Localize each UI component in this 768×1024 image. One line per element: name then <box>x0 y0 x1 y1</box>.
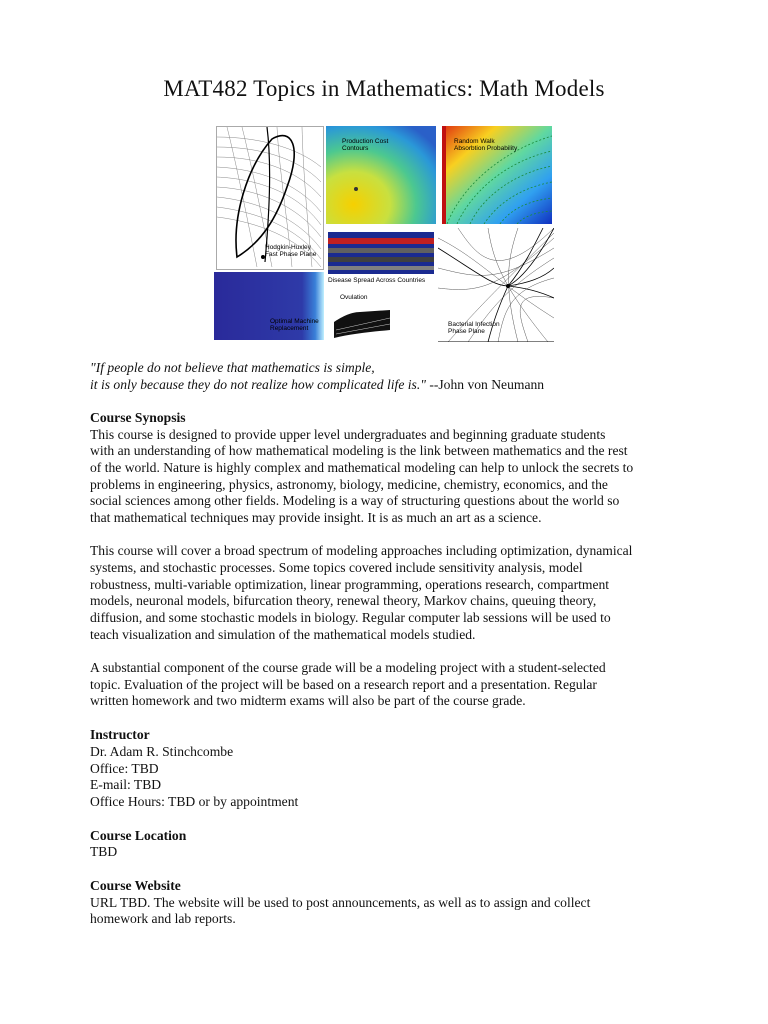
random-walk-panel <box>442 126 552 224</box>
hodgkin-huxley-panel <box>216 126 324 270</box>
website-line2: homework and lab reports. <box>90 911 236 927</box>
disease-label: Disease Spread Across Countries <box>328 277 426 284</box>
synopsis-p1-line2: with an understanding of how mathematical modeling is the link between mathematics and the rest <box>90 443 628 459</box>
instructor-office-hours: Office Hours: TBD or by appointment <box>90 793 299 809</box>
synopsis-p1-line3: of the world. Nature is highly complex and mathematical modeling can help to unlock the secrets to <box>90 460 634 476</box>
bacterial-infection-panel <box>438 228 554 342</box>
bacterial-label-line2: Phase Plane <box>448 328 485 335</box>
synopsis-p2-line5: diffusion, and some stochastic models in biology. Regular computer lab sessions will be used to <box>90 610 611 626</box>
synopsis-p1-line6: that mathematical techniques may provide insight. It is as much an art as a science. <box>90 510 542 526</box>
instructor-name: Dr. Adam R. Stinchcombe <box>90 743 234 759</box>
course-description <box>90 360 690 928</box>
quote-line1: "If people do not believe that mathematics is simple, <box>90 360 375 375</box>
page-title: MAT482 Topics in Mathematics: Math Models <box>163 76 605 101</box>
website-line1: URL TBD. The website will be used to post announcements, as well as to assign and collect <box>90 894 591 910</box>
synopsis-p1-line1: This course is designed to provide upper level undergraduates and beginning graduate students <box>90 426 606 442</box>
ovulation-plot <box>330 290 394 342</box>
hodgkin-label-line2: Fast Phase Plane <box>265 251 317 258</box>
instructor-office: Office: TBD <box>90 760 159 776</box>
quote-line2-wrapper <box>90 377 690 394</box>
location-heading: Course Location <box>90 827 187 843</box>
production-label-line2: Contours <box>342 145 369 152</box>
location-value: TBD <box>90 844 118 860</box>
hodgkin-label-line1: Hodgkin-Huxley <box>265 244 311 251</box>
random-walk-label-line2: Absorbtion Probability <box>454 145 518 152</box>
random-walk-label-line1: Random Walk <box>454 138 495 145</box>
synopsis-p3-line2: topic. Evaluation of the project will be based on a research report and a presentation. Regular <box>90 676 597 692</box>
instructor-email: E-mail: TBD <box>90 777 162 793</box>
synopsis-heading: Course Synopsis <box>90 409 186 425</box>
production-cost-panel <box>326 126 436 224</box>
synopsis-p1-line5: social sciences among other fields. Modeling is a way of structuring questions about the world so <box>90 493 620 509</box>
optimal-label-line1: Optimal Machine <box>270 318 319 325</box>
synopsis-p2-line2: systems, and stochastic processes. Some topics covered include sensitivity analysis, model <box>90 560 583 576</box>
disease-spread-panel <box>326 230 436 286</box>
synopsis-p2-line1: This course will cover a broad spectrum of modeling approaches including optimization, dynamical <box>90 543 633 559</box>
synopsis-p2-line6: teach visualization and simulation of the mathematical models studied. <box>90 626 476 642</box>
quote-line2: it is only because they do not realize how complicated life is." <box>90 376 426 392</box>
synopsis-p2-line4: models, neuronal models, bifurcation theory, renewal theory, Markov chains, queuing theory, <box>90 593 597 609</box>
optimal-label-line2: Replacement <box>270 325 309 332</box>
ovulation-label: Ovulation <box>340 294 368 301</box>
quote-attribution: --John von Neumann <box>425 376 545 392</box>
synopsis-p1-line4: problems in engineering, physics, astronomy, biology, medicine, chemistry, economics, and the <box>90 476 608 492</box>
synopsis-p3-line3: written homework and two midterm exams will also be part of the course grade. <box>90 693 526 709</box>
synopsis-p3-line1: A substantial component of the course grade will be a modeling project with a student-selected <box>90 660 606 676</box>
optimal-machine-panel <box>214 272 324 340</box>
ovulation-panel <box>330 290 394 342</box>
synopsis-p2-line3: robustness, multi-variable optimization, linear programming, operations research, compartment <box>90 576 610 592</box>
website-heading: Course Website <box>90 878 181 894</box>
instructor-heading: Instructor <box>90 727 150 743</box>
math-models-figure-collage <box>214 124 554 342</box>
disease-spread-plot <box>326 230 436 276</box>
bacterial-label-line1: Bacterial Infection <box>448 321 500 328</box>
production-label-line1: Production Cost <box>342 138 389 145</box>
